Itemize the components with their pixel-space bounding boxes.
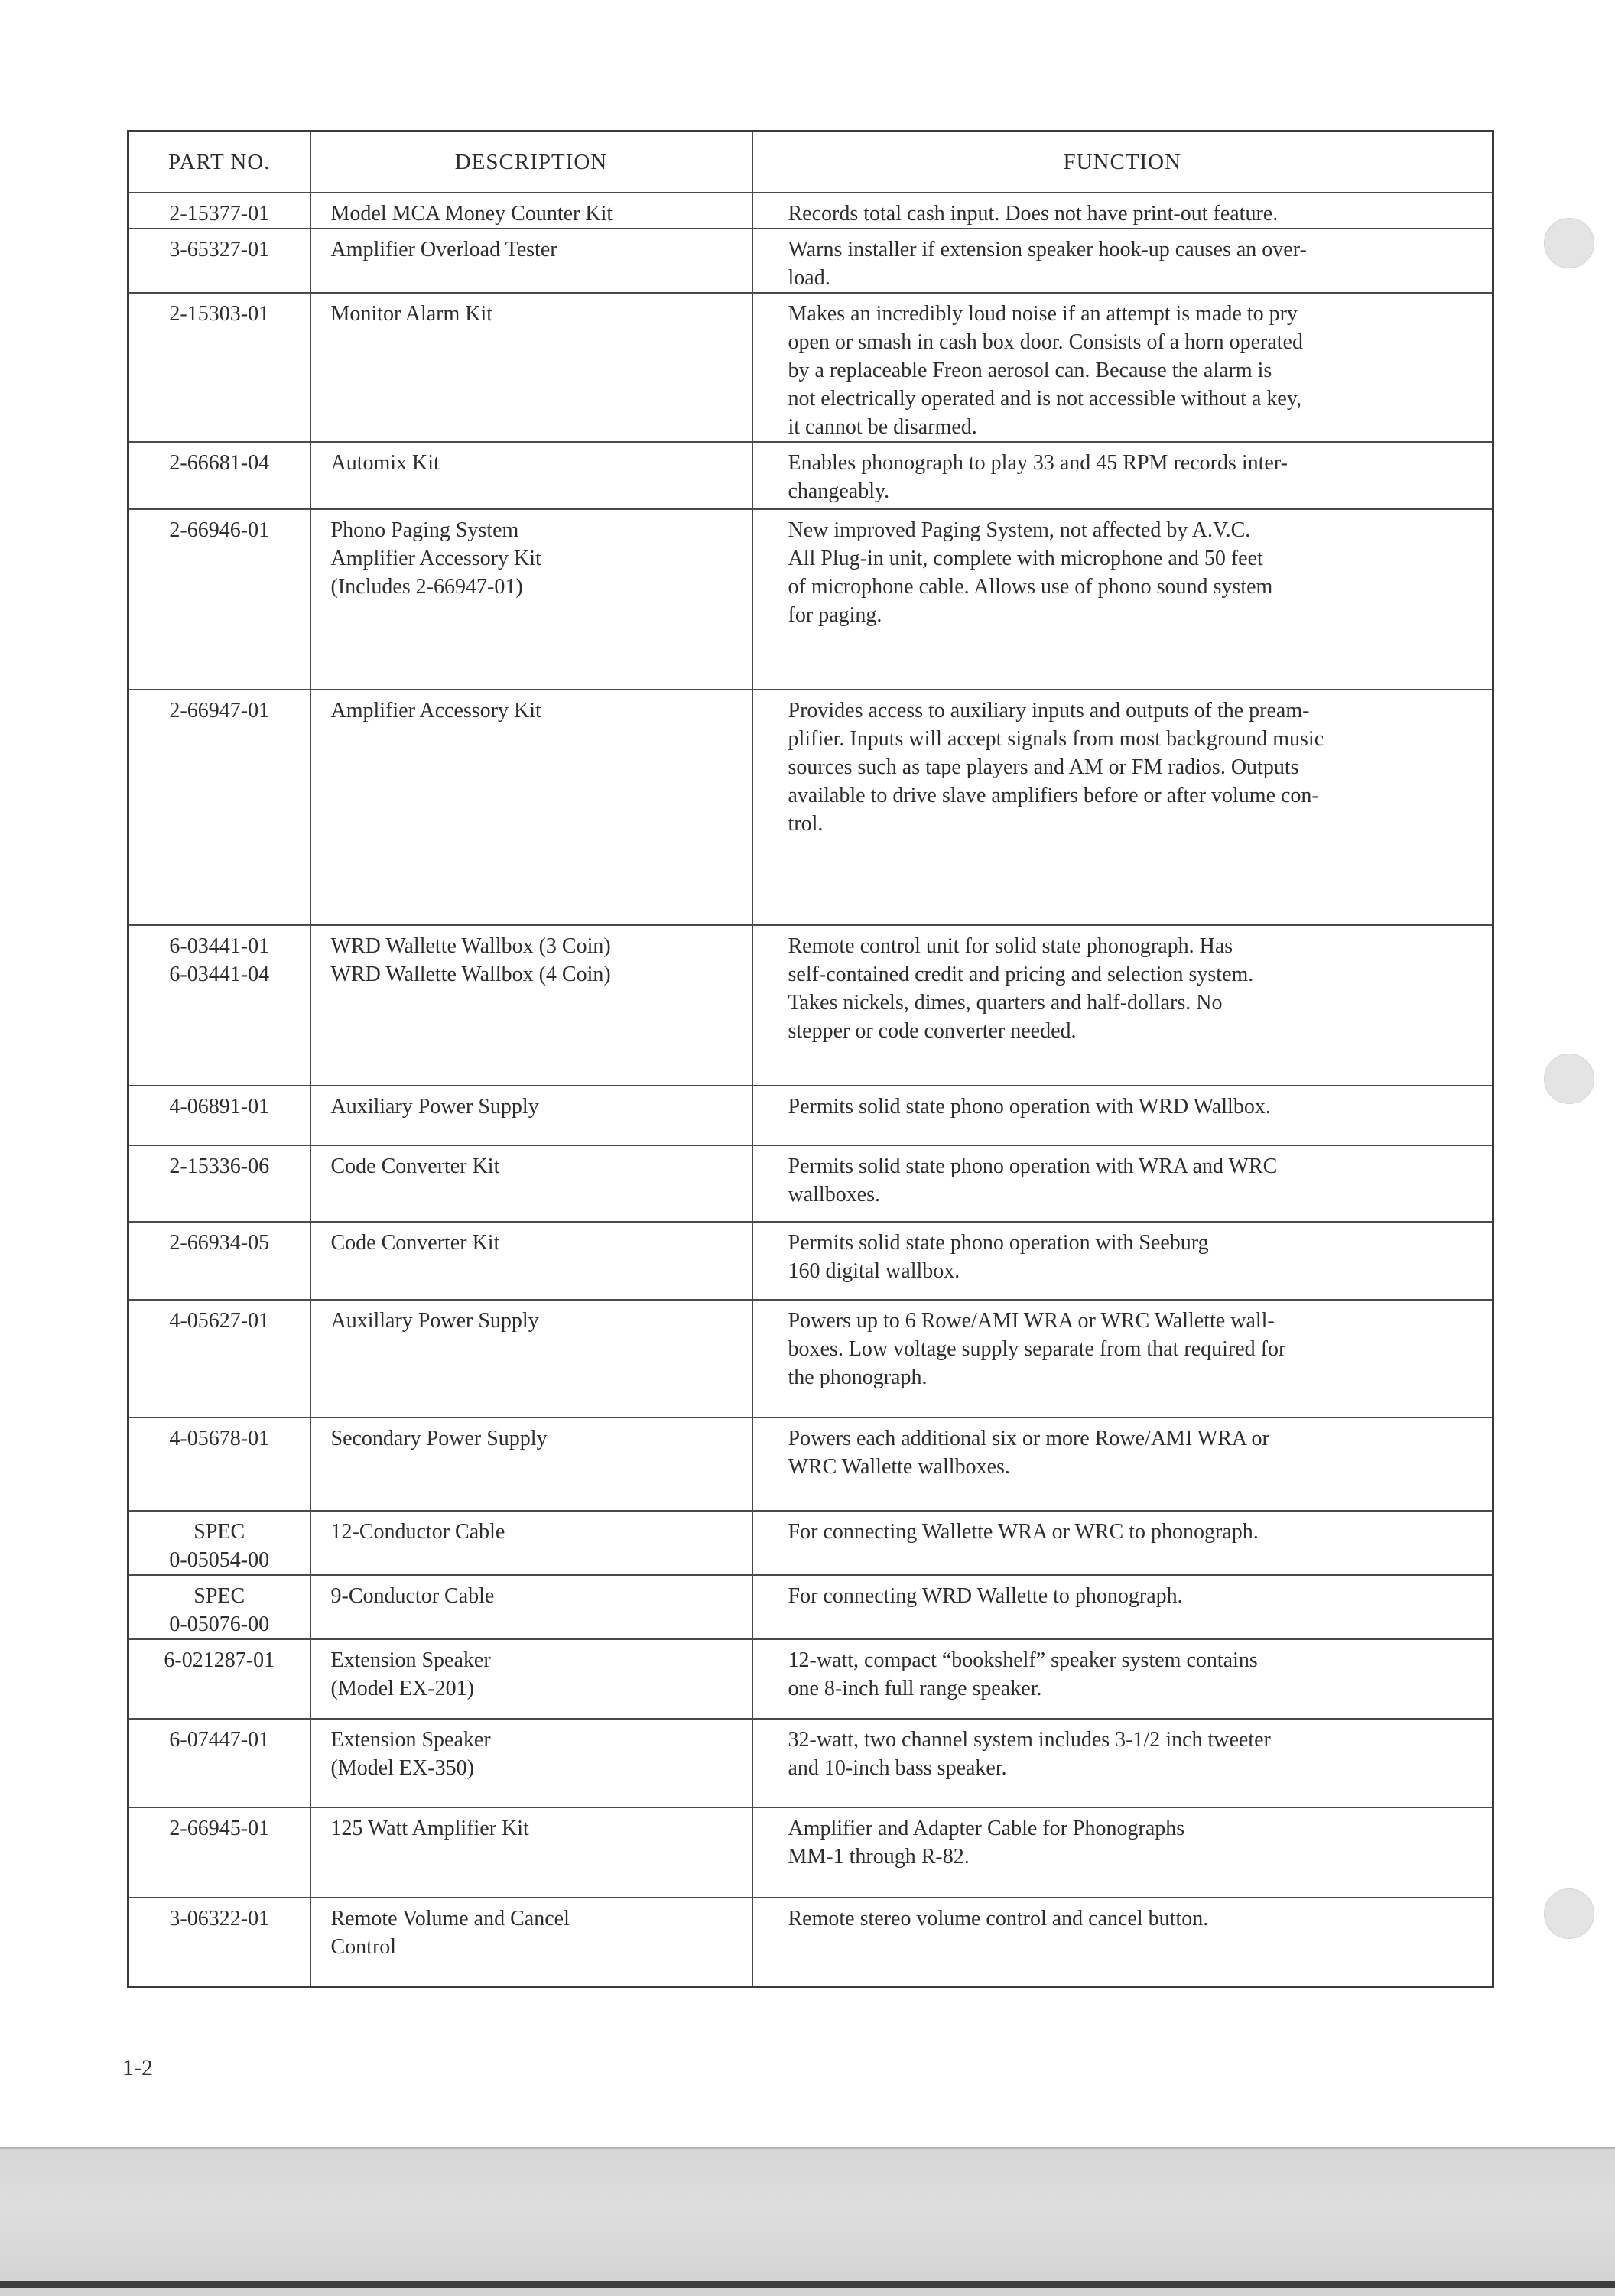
cell-line: All Plug-in unit, complete with microphone and 50 feet bbox=[788, 547, 1263, 570]
cell-line: 3-06322-01 bbox=[169, 1907, 270, 1931]
cell-line: Remote stereo volume control and cancel button. bbox=[788, 1907, 1209, 1931]
table-row bbox=[128, 193, 1493, 229]
function-cell bbox=[752, 690, 1493, 925]
part-number-cell bbox=[128, 1222, 310, 1300]
header-description: DESCRIPTION bbox=[310, 132, 752, 193]
cell-line: changeably. bbox=[788, 479, 890, 503]
description-cell bbox=[310, 442, 752, 509]
table-row bbox=[128, 1719, 1493, 1807]
cell-line: Enables phonograph to play 33 and 45 RPM records inter- bbox=[788, 451, 1288, 475]
cell-line: 2-66945-01 bbox=[169, 1817, 270, 1840]
part-number-cell bbox=[128, 293, 310, 442]
cell-line: 4-05627-01 bbox=[169, 1309, 270, 1333]
cell-line: Permits solid state phono operation with WRA and WRC bbox=[788, 1154, 1278, 1178]
cell-line: 160 digital wallbox. bbox=[788, 1259, 960, 1283]
cell-line: 4-05678-01 bbox=[169, 1427, 270, 1450]
table-row bbox=[128, 1511, 1493, 1575]
cell-line: for paging. bbox=[788, 603, 882, 627]
part-number-cell bbox=[128, 1639, 310, 1719]
scan-bottom-band bbox=[0, 2147, 1615, 2296]
part-number-cell bbox=[128, 1575, 310, 1639]
table-row bbox=[128, 1300, 1493, 1418]
table-row bbox=[128, 1807, 1493, 1898]
function-cell bbox=[752, 509, 1493, 690]
cell-line: Powers each additional six or more Rowe/AMI WRA or bbox=[788, 1427, 1269, 1450]
description-cell bbox=[310, 1300, 752, 1418]
cell-line: sources such as tape players and AM or FM radios. Outputs bbox=[788, 755, 1299, 779]
cell-line: 2-66681-04 bbox=[169, 451, 270, 475]
punch-hole bbox=[1544, 1888, 1594, 1939]
table-row bbox=[128, 1145, 1493, 1222]
function-cell bbox=[752, 293, 1493, 442]
table-row bbox=[128, 1639, 1493, 1719]
table-row bbox=[128, 690, 1493, 925]
cell-line: Secondary Power Supply bbox=[330, 1427, 548, 1450]
page-number: 1-2 bbox=[122, 2055, 153, 2080]
cell-line: load. bbox=[788, 266, 830, 290]
cell-line: trol. bbox=[788, 812, 824, 836]
cell-line: 2-66946-01 bbox=[169, 518, 270, 542]
cell-line: 2-15336-06 bbox=[169, 1154, 270, 1178]
cell-line: Amplifier Accessory Kit bbox=[330, 547, 541, 570]
cell-line: not electrically operated and is not accessible without a key, bbox=[788, 387, 1301, 411]
description-cell bbox=[310, 1086, 752, 1145]
function-cell bbox=[752, 1511, 1493, 1575]
cell-line: 12-Conductor Cable bbox=[330, 1520, 505, 1544]
cell-line: Records total cash input. Does not have print-out feature. bbox=[788, 202, 1279, 226]
table-row bbox=[128, 442, 1493, 509]
cell-line: open or smash in cash box door. Consists of a horn operated bbox=[788, 330, 1303, 354]
cell-line: Remote control unit for solid state phonograph. Has bbox=[788, 934, 1233, 958]
table-row bbox=[128, 1575, 1493, 1639]
function-cell bbox=[752, 442, 1493, 509]
cell-line: 0-05054-00 bbox=[169, 1548, 270, 1572]
cell-line: Powers up to 6 Rowe/AMI WRA or WRC Wallette wall- bbox=[788, 1309, 1275, 1333]
description-cell bbox=[310, 293, 752, 442]
description-cell bbox=[310, 509, 752, 690]
cell-line: Code Converter Kit bbox=[330, 1154, 500, 1178]
punch-hole bbox=[1544, 218, 1594, 268]
cell-line: the phonograph. bbox=[788, 1366, 928, 1389]
cell-line: Provides access to auxiliary inputs and outputs of the pream- bbox=[788, 699, 1310, 723]
cell-line: (Model EX-350) bbox=[330, 1756, 474, 1780]
cell-line: of microphone cable. Allows use of phono sound system bbox=[788, 575, 1273, 599]
cell-line: 12-watt, compact “bookshelf” speaker system contains bbox=[788, 1648, 1258, 1672]
cell-line: 3-65327-01 bbox=[169, 238, 270, 261]
table-header bbox=[128, 132, 1493, 193]
cell-line: SPEC bbox=[193, 1520, 245, 1544]
part-number-cell bbox=[128, 1511, 310, 1575]
cell-line: Automix Kit bbox=[330, 451, 440, 475]
function-cell bbox=[752, 1898, 1493, 1986]
cell-line: 2-66947-01 bbox=[169, 699, 270, 723]
cell-line: For connecting Wallette WRA or WRC to phonograph. bbox=[788, 1520, 1259, 1544]
cell-line: it cannot be disarmed. bbox=[788, 415, 977, 439]
description-cell bbox=[310, 1418, 752, 1511]
cell-line: one 8-inch full range speaker. bbox=[788, 1677, 1042, 1700]
cell-line: wallboxes. bbox=[788, 1183, 881, 1206]
function-cell bbox=[752, 229, 1493, 293]
cell-line: Takes nickels, dimes, quarters and half-dollars. No bbox=[788, 991, 1223, 1015]
function-cell bbox=[752, 1086, 1493, 1145]
description-cell bbox=[310, 1639, 752, 1719]
part-number-cell bbox=[128, 442, 310, 509]
cell-line: stepper or code converter needed. bbox=[788, 1019, 1077, 1043]
cell-line: 32-watt, two channel system includes 3-1/2 inch tweeter bbox=[788, 1728, 1271, 1752]
description-cell bbox=[310, 1511, 752, 1575]
cell-line: Makes an incredibly loud noise if an attempt is made to pry bbox=[788, 302, 1298, 326]
table-row bbox=[128, 509, 1493, 690]
cell-line: 9-Conductor Cable bbox=[330, 1584, 495, 1608]
table-row bbox=[128, 1086, 1493, 1145]
cell-line: 2-66934-05 bbox=[169, 1231, 270, 1255]
cell-line: Permits solid state phono operation with WRD Wallbox. bbox=[788, 1095, 1271, 1119]
cell-line: 0-05076-00 bbox=[169, 1612, 270, 1636]
parts-table bbox=[127, 130, 1494, 1988]
cell-line: available to drive slave amplifiers before or after volume con- bbox=[788, 784, 1319, 807]
function-cell bbox=[752, 1300, 1493, 1418]
part-number-cell bbox=[128, 1145, 310, 1222]
cell-line: Warns installer if extension speaker hook-up causes an over- bbox=[788, 238, 1307, 261]
cell-line: by a replaceable Freon aerosol can. Because the alarm is bbox=[788, 359, 1272, 382]
cell-line: self-contained credit and pricing and selection system. bbox=[788, 963, 1254, 986]
description-cell bbox=[310, 1222, 752, 1300]
cell-line: 2-15377-01 bbox=[169, 202, 270, 226]
part-number-cell bbox=[128, 1719, 310, 1807]
function-cell bbox=[752, 1575, 1493, 1639]
part-number-cell bbox=[128, 1300, 310, 1418]
table-row bbox=[128, 1898, 1493, 1986]
function-cell bbox=[752, 925, 1493, 1086]
function-cell bbox=[752, 1145, 1493, 1222]
description-cell bbox=[310, 193, 752, 229]
cell-line: 4-06891-01 bbox=[169, 1095, 270, 1119]
part-number-cell bbox=[128, 925, 310, 1086]
cell-line: Amplifier Accessory Kit bbox=[330, 699, 541, 723]
function-cell bbox=[752, 1719, 1493, 1807]
description-cell bbox=[310, 1807, 752, 1898]
punch-hole bbox=[1544, 1054, 1594, 1104]
table-row bbox=[128, 925, 1493, 1086]
part-number-cell bbox=[128, 690, 310, 925]
function-cell bbox=[752, 1807, 1493, 1898]
scan-bottom-edge bbox=[0, 2281, 1615, 2288]
cell-line: 6-03441-04 bbox=[169, 963, 270, 986]
cell-line: Extension Speaker bbox=[330, 1728, 491, 1752]
cell-line: boxes. Low voltage supply separate from that required for bbox=[788, 1337, 1286, 1361]
description-cell bbox=[310, 925, 752, 1086]
function-cell bbox=[752, 1639, 1493, 1719]
cell-line: and 10-inch bass speaker. bbox=[788, 1756, 1007, 1780]
cell-line: 6-03441-01 bbox=[169, 934, 270, 958]
table-row bbox=[128, 293, 1493, 442]
part-number-cell bbox=[128, 1807, 310, 1898]
cell-line: 125 Watt Amplifier Kit bbox=[330, 1817, 529, 1840]
cell-line: For connecting WRD Wallette to phonograph. bbox=[788, 1584, 1183, 1608]
description-cell bbox=[310, 1575, 752, 1639]
cell-line: 6-021287-01 bbox=[164, 1648, 275, 1672]
cell-line: Monitor Alarm Kit bbox=[330, 302, 493, 326]
header-part-no: PART NO. bbox=[128, 132, 310, 193]
description-cell bbox=[310, 229, 752, 293]
header-function: FUNCTION bbox=[752, 132, 1493, 193]
function-cell bbox=[752, 1222, 1493, 1300]
description-cell bbox=[310, 1145, 752, 1222]
cell-line: 2-15303-01 bbox=[169, 302, 270, 326]
function-cell bbox=[752, 193, 1493, 229]
description-cell bbox=[310, 690, 752, 925]
cell-line: Code Converter Kit bbox=[330, 1231, 500, 1255]
part-number-cell bbox=[128, 1898, 310, 1986]
cell-line: (Includes 2-66947-01) bbox=[330, 575, 523, 599]
cell-line: Auxillary Power Supply bbox=[330, 1309, 539, 1333]
cell-line: WRD Wallette Wallbox (3 Coin) bbox=[330, 934, 611, 958]
part-number-cell bbox=[128, 1086, 310, 1145]
table-row bbox=[128, 229, 1493, 293]
table-row bbox=[128, 1222, 1493, 1300]
function-cell bbox=[752, 1418, 1493, 1511]
cell-line: Auxiliary Power Supply bbox=[330, 1095, 539, 1119]
description-cell bbox=[310, 1898, 752, 1986]
cell-line: Phono Paging System bbox=[330, 518, 519, 542]
cell-line: SPEC bbox=[193, 1584, 245, 1608]
description-cell bbox=[310, 1719, 752, 1807]
cell-line: Amplifier Overload Tester bbox=[330, 238, 557, 261]
part-number-cell bbox=[128, 193, 310, 229]
cell-line: Permits solid state phono operation with Seeburg bbox=[788, 1231, 1209, 1255]
cell-line: MM-1 through R-82. bbox=[788, 1845, 970, 1869]
cell-line: New improved Paging System, not affected by A.V.C. bbox=[788, 518, 1251, 542]
cell-line: (Model EX-201) bbox=[330, 1677, 474, 1700]
part-number-cell bbox=[128, 1418, 310, 1511]
table-body bbox=[128, 193, 1493, 1986]
cell-line: 6-07447-01 bbox=[169, 1728, 270, 1752]
cell-line: Extension Speaker bbox=[330, 1648, 491, 1672]
table-row bbox=[128, 1418, 1493, 1511]
cell-line: Control bbox=[330, 1935, 397, 1959]
cell-line: WRD Wallette Wallbox (4 Coin) bbox=[330, 963, 611, 986]
cell-line: WRC Wallette wallboxes. bbox=[788, 1455, 1010, 1479]
cell-line: Remote Volume and Cancel bbox=[330, 1907, 570, 1931]
cell-line: Model MCA Money Counter Kit bbox=[330, 202, 613, 226]
cell-line: plifier. Inputs will accept signals from most background music bbox=[788, 727, 1324, 751]
part-number-cell bbox=[128, 229, 310, 293]
cell-line: Amplifier and Adapter Cable for Phonographs bbox=[788, 1817, 1185, 1840]
part-number-cell bbox=[128, 509, 310, 690]
